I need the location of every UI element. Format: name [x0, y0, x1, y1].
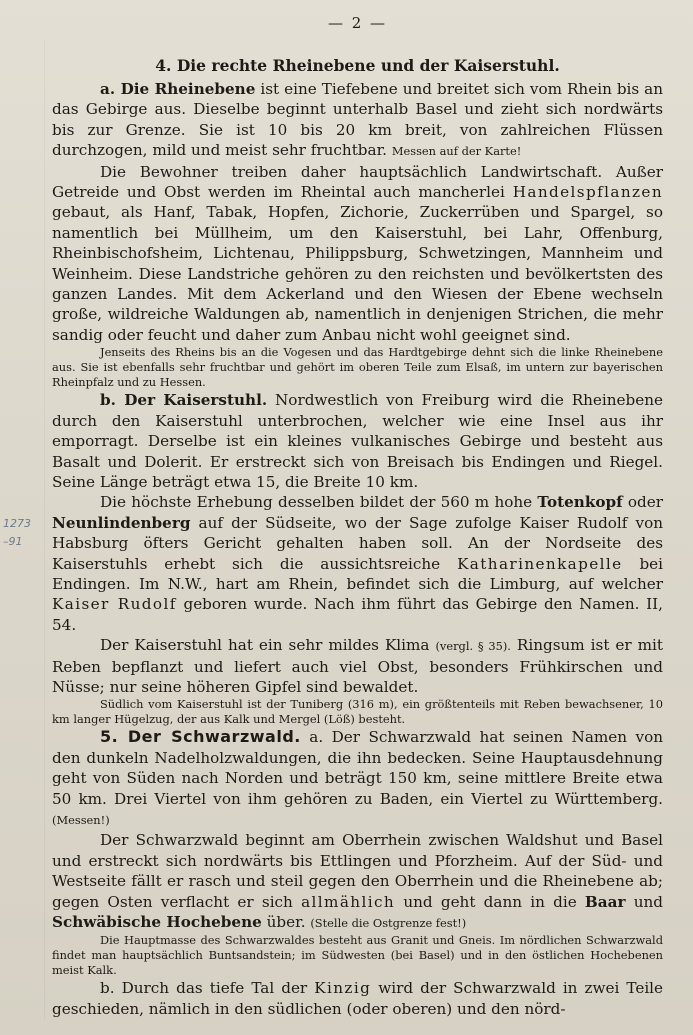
section-4-heading: 4. Die rechte Rheinebene und der Kaiserstuhl. [155, 56, 560, 75]
section-a-text-1: ist eine Tiefebene und breitet sich vom Rhein bis an das Gebirge aus. Dieselbe beginnt unterhalb Basel und zieht sich nordwärts bis zur Grenze. Sie ist 10 bis 20 km breit, von zahlreichen Flüssen durchzogen, mild und meist sehr fruchtbar. [52, 80, 664, 160]
section-b-label: b. Der Kaiserstuhl. [100, 391, 268, 410]
section-b-text-3a: Der Kaiserstuhl hat ein sehr mildes Klima [100, 636, 430, 655]
section-b-neunlindenberg: Neunlindenberg [52, 513, 191, 532]
section-b-text-2a: Die höchste Erhebung desselben bildet der 560 m hohe [100, 493, 533, 512]
section-5-paragraph [52, 727, 663, 830]
section-a-handelspflanzen: Handelspflanzen [512, 183, 663, 202]
section-b-paragraph [52, 390, 663, 492]
section-a-small-print: Jenseits des Rheins bis an die Vogesen und das Hardtgebirge dehnt sich die linke Rheinebene aus. Sie ist ebenfalls sehr fruchtbar und gehört im oberen Teile zum Elsaß, im untern zur bayerischen Rheinpfalz und zu Hessen. [52, 345, 663, 390]
section-5-text-2d: über. [266, 913, 306, 932]
section-5-heading: 5. Der Schwarzwald. [100, 727, 301, 747]
section-5-allmaehlich: allmählich [301, 892, 396, 911]
section-5-label-a: a. [309, 728, 324, 747]
section-5-text-3a: b. Durch das tiefe Tal der [100, 979, 308, 998]
section-5-text-2b: und geht dann in die [403, 892, 577, 911]
section-a-label: a. Die Rheinebene [100, 80, 256, 98]
section-5-text-1: Der Schwarzwald hat seinen Namen von den dunkeln Nadelholzwaldungen, die ihn bedecken. Seine Hauptausdehnung geht von Süden nach Norden und beträgt 150 km, seine mittlere Breite etwa 50 km. Drei Viertel von ihm gehören zu Baden, ein Viertel zu Württemberg. [52, 728, 663, 808]
section-b-text-3b: Ringsum ist er mit Reben bepflanzt und liefert auch viel Obst, besonders Frühkirschen und Nüsse; nur seine höheren Gipfel sind bewaldet. [52, 636, 664, 696]
section-5-kinzig: Kinzig [314, 979, 372, 998]
section-b-totenkopf: Totenkopf [537, 493, 623, 512]
section-b-small-print: Südlich vom Kaiserstuhl ist der Tuniberg (316 m), ein größtenteils mit Reben bewachsener, 10 km langer Hügelzug, der aus Kalk und Mergel (Löß) besteht. [52, 697, 663, 727]
section-5-hochebene: Schwäbische Hochebene [52, 913, 262, 932]
section-b-kapelle: Katharinenkapelle [457, 554, 623, 573]
section-5-paragraph-3 [52, 978, 663, 1019]
margin-handwriting [3, 515, 31, 551]
section-a-text-2a: Die Bewohner treiben daher hauptsächlich Landwirtschaft. Außer Getreide und Obst werden im Rheintal auch mancherlei [52, 162, 663, 202]
section-b-text-2e: geboren wurde. Nach ihm führt das Gebirge den Namen. II, 54. [52, 595, 664, 634]
section-b-kaiser-rudolf: Kaiser Rudolf [52, 595, 177, 614]
section-5-text-3b: wird der Schwarzwald in zwei Teile geschieden, nämlich in den südlichen (oder oberen) und den nörd- [52, 979, 664, 1018]
section-5-note-1: (Messen!) [52, 813, 110, 827]
section-b-text-2c: auf der Südseite, wo der Sage zufolge Kaiser Rudolf von Habsburg öfters Gericht gehalten haben soll. An der Nordseite des Kaiserstuhls erhebt sich die aussichtsreiche [52, 513, 664, 573]
section-a-note-1: Messen auf der Karte! [391, 144, 522, 159]
section-b-paragraph-2 [52, 492, 663, 635]
section-5-paragraph-2 [52, 830, 663, 933]
margin-note-line-2: –91 [3, 535, 23, 548]
section-a-paragraph-2 [52, 162, 663, 346]
margin-note-line-1: 1273 [3, 517, 31, 530]
section-b-note: (vergl. § 35). [435, 639, 511, 654]
section-5-text-2c: und [633, 892, 663, 911]
section-b-text-2b: oder [627, 493, 663, 512]
section-b-paragraph-3 [52, 635, 663, 697]
section-5-small-print: Die Hauptmasse des Schwarzwaldes besteht aus Granit und Gneis. Im nördlichen Schwarzwald findet man hauptsächlich Buntsandstein; im Südwesten (bei Basel) und in den östlichen Hochebenen meist Kalk. [52, 933, 663, 978]
page-fold [44, 40, 45, 1020]
section-a-text-2c: gebaut, als Hanf, Tabak, Hopfen, Zichorie, Zuckerrüben und Spargel, so namentlich bei Müllheim, um den Kaiserstuhl, bei Lahr, Offenburg, Rheinbischofsheim, Lichtenau, Philippsburg, Schwetzingen, Mannheim und Weinheim. Diese Landstriche gehören zu den reichsten und bevölkertsten des ganzen Landes. Mit dem Ackerland und den Wiesen der Ebene wechseln große, wildreiche Waldungen ab, namentlich in denjenigen Strichen, die mehr sandig oder feucht und daher zum Anbau nicht wohl geeignet sind. [52, 203, 663, 344]
page-number: — 2 — [327, 14, 388, 32]
section-a-paragraph [52, 79, 663, 162]
section-5-text-2a: Der Schwarzwald beginnt am Oberrhein zwischen Waldshut und Basel und erstreckt sich nordwärts bis Ettlingen und Pforzheim. Auf der Süd- und Westseite fällt er rasch und steil gegen den Oberrhein und die Rheinebene ab; gegen Osten verflacht er sich [52, 831, 663, 911]
section-b-text-2d: bei Endingen. Im N.W., hart am Rhein, befindet sich die Limburg, auf welcher [52, 554, 664, 593]
section-b-text-1: Nordwestlich von Freiburg wird die Rheinebene durch den Kaiserstuhl unterbrochen, welcher wie eine Insel aus ihr emporragt. Derselbe ist ein kleines vulkanisches Gebirge und besteht aus Basalt und Dolerit. Er erstreckt sich von Breisach bis Endingen und Riegel. Seine Länge beträgt etwa 15, die Breite 10 km. [52, 391, 664, 491]
section-5-note-2: (Stelle die Ostgrenze fest!) [310, 916, 467, 931]
section-5-baar: Baar [584, 892, 626, 911]
